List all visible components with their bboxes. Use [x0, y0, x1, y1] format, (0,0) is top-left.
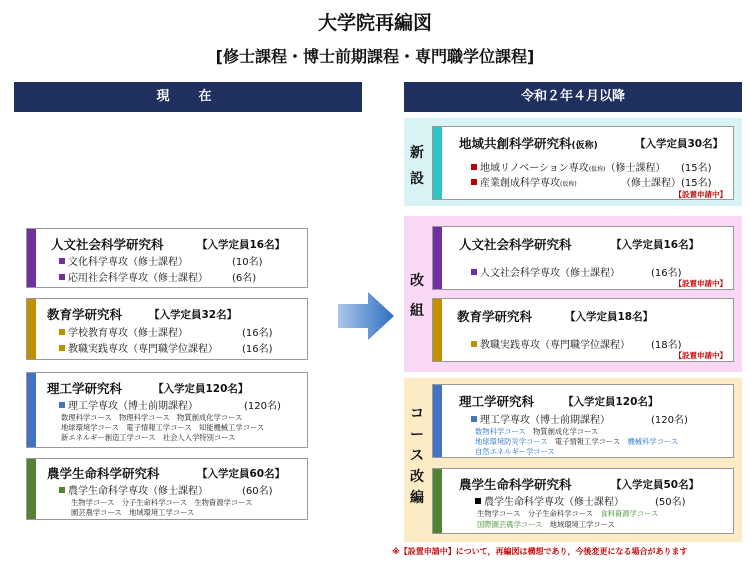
course-new: 数物科学コース	[475, 427, 526, 436]
footnote: ※【設置申請中】について，再編図は構想であり，今後変更になる場合があります	[392, 547, 688, 556]
color-bar	[27, 299, 36, 359]
course-existing: 物質創成化学コース	[533, 427, 599, 436]
program-name: 理工学専攻（博士前期課程）	[480, 415, 610, 426]
program-name: 教職実践専攻（専門職学位課程）	[68, 344, 218, 355]
course-new: 国際園芸農学コース	[477, 520, 543, 529]
program-row	[471, 336, 630, 351]
bullet-icon	[59, 345, 65, 351]
program-row	[59, 269, 208, 284]
program-row	[59, 340, 218, 355]
bullet-icon	[471, 416, 477, 422]
course-list: 新エネルギー創造工学コース 社会人入学特別コース	[61, 433, 236, 442]
course-new: 食料資源学コース	[600, 509, 659, 518]
program-count: (15名)	[681, 178, 712, 189]
course-list	[475, 437, 678, 447]
current-agriculture-box	[26, 458, 308, 520]
application-note: 【設置申請中】	[674, 190, 727, 199]
bullet-icon	[59, 402, 65, 408]
course-list: 園芸農学コース 地域環境工学コース	[71, 508, 195, 517]
color-bar	[433, 127, 442, 199]
color-bar	[27, 459, 36, 519]
program-row	[471, 264, 620, 279]
program-row	[59, 397, 198, 412]
school-name: 人文社会科学研究科	[51, 237, 164, 252]
course-new: 機械科学コース	[627, 437, 679, 446]
program-count: (16名)	[242, 328, 273, 339]
program-count: (120名)	[244, 401, 281, 412]
program-count: (16名)	[651, 268, 682, 279]
application-note: 【設置申請中】	[674, 351, 727, 360]
program-name: 理工学専攻（博士前期課程）	[68, 401, 198, 412]
school-name: 人文社会科学研究科	[459, 237, 572, 252]
color-bar	[433, 299, 442, 361]
future-humanities-box	[432, 226, 734, 290]
program-name: 地域リノベーション専攻	[480, 163, 589, 174]
school-capacity: 【入学定員120名】	[563, 396, 659, 408]
page-subtitle: [修士課程・博士前期課程・専門職学位課程]	[215, 47, 535, 66]
program-count: (15名)	[681, 163, 712, 174]
program-row	[471, 174, 577, 189]
program-count: (120名)	[651, 415, 688, 426]
section-course-reform-label: コ ー ス 改 編	[410, 406, 424, 506]
color-bar	[433, 385, 442, 457]
school-capacity: 【入学定員30名】	[635, 138, 724, 150]
school-name-text: 地域共創科学研究科	[459, 136, 572, 151]
header-current: 現 在	[14, 82, 362, 112]
bullet-icon	[471, 179, 477, 185]
course-list	[477, 509, 658, 519]
program-name: 文化科学専攻（修士課程）	[68, 257, 188, 268]
program-name: 農学生命科学専攻（修士課程）	[484, 497, 624, 508]
future-new-school-box	[432, 126, 734, 200]
course-list	[477, 520, 615, 530]
course-new: 地球環境防災学コース	[475, 437, 548, 446]
school-capacity: 【入学定員16名】	[611, 239, 700, 251]
school-name: 理工学研究科	[47, 381, 123, 396]
color-bar	[433, 469, 442, 533]
course-new: 自然エネルギー学コース	[475, 447, 555, 456]
school-capacity: 【入学定員50名】	[611, 479, 700, 491]
future-agriculture-box	[432, 468, 734, 534]
bullet-icon	[475, 498, 481, 504]
school-name: 農学生命科学研究科	[47, 466, 160, 481]
program-name: 人文社会科学専攻（修士課程）	[480, 268, 620, 279]
future-science-box	[432, 384, 734, 458]
program-name: 農学生命科学専攻（修士課程）	[68, 486, 208, 497]
program-tag: (仮称)	[588, 166, 606, 173]
program-count: (60名)	[242, 486, 273, 497]
current-humanities-box	[26, 228, 308, 288]
program-row	[475, 493, 624, 508]
school-capacity: 【入学定員120名】	[153, 383, 249, 395]
school-capacity: 【入学定員32名】	[149, 309, 238, 321]
program-row	[59, 253, 188, 268]
page-title: 大学院再編図	[317, 12, 432, 34]
school-name: 農学生命科学研究科	[459, 477, 572, 492]
future-education-box	[432, 298, 734, 362]
transition-arrow-icon	[336, 290, 396, 342]
section-new-label: 新 設	[410, 145, 424, 187]
school-name	[459, 134, 598, 152]
program-name: 教職実践専攻（専門職学位課程）	[480, 340, 630, 351]
program-row	[59, 324, 188, 339]
program-name: 応用社会科学専攻（修士課程）	[68, 273, 208, 284]
course-list: 生物学コース 分子生命科学コース 生物資源学コース	[71, 498, 253, 507]
course-existing: 地域環境工学コース	[549, 520, 615, 529]
color-bar	[433, 227, 442, 289]
program-row	[471, 159, 666, 174]
bullet-icon	[59, 274, 65, 280]
bullet-icon	[59, 258, 65, 264]
program-count: (50名)	[655, 497, 686, 508]
color-bar	[27, 229, 36, 287]
program-count: (6名)	[232, 273, 257, 284]
bullet-icon	[471, 269, 477, 275]
school-name: 理工学研究科	[459, 394, 535, 409]
bullet-icon	[59, 487, 65, 493]
school-name: 教育学研究科	[457, 309, 533, 324]
program-row	[471, 411, 610, 426]
current-education-box	[26, 298, 308, 360]
program-tag: (仮称)	[560, 181, 577, 188]
section-reorg-label: 改 組	[410, 273, 424, 319]
program-name: 学校教育専攻（修士課程）	[68, 328, 188, 339]
course-existing: 電子情報工学コース	[554, 437, 621, 446]
program-count: (16名)	[242, 344, 273, 355]
course-list: 地球環境学コース 電子情報工学コース 知能機械工学コース	[61, 423, 265, 432]
course-list: 数理科学コース 物理科学コース 物質創成化学コース	[61, 413, 243, 422]
school-tag: (仮称)	[571, 141, 598, 151]
program-row	[59, 482, 208, 497]
program-type: （修士課程）	[605, 163, 666, 174]
course-existing: 生物学コース 分子生命科学コース	[477, 509, 594, 518]
bullet-icon	[59, 329, 65, 335]
bullet-icon	[471, 341, 477, 347]
application-note: 【設置申請中】	[674, 279, 727, 288]
program-type: （修士課程）	[621, 178, 681, 189]
color-bar	[27, 373, 36, 447]
school-name: 教育学研究科	[47, 307, 123, 322]
course-list	[475, 427, 598, 437]
school-capacity: 【入学定員60名】	[197, 468, 286, 480]
program-count: (18名)	[651, 340, 682, 351]
current-science-box	[26, 372, 308, 448]
school-capacity: 【入学定員18名】	[565, 311, 654, 323]
school-capacity: 【入学定員16名】	[197, 239, 286, 251]
bullet-icon	[471, 164, 477, 170]
header-future: 令和２年４月以降	[404, 82, 742, 112]
program-count: (10名)	[232, 257, 263, 268]
program-name: 産業創成科学専攻	[480, 178, 560, 189]
